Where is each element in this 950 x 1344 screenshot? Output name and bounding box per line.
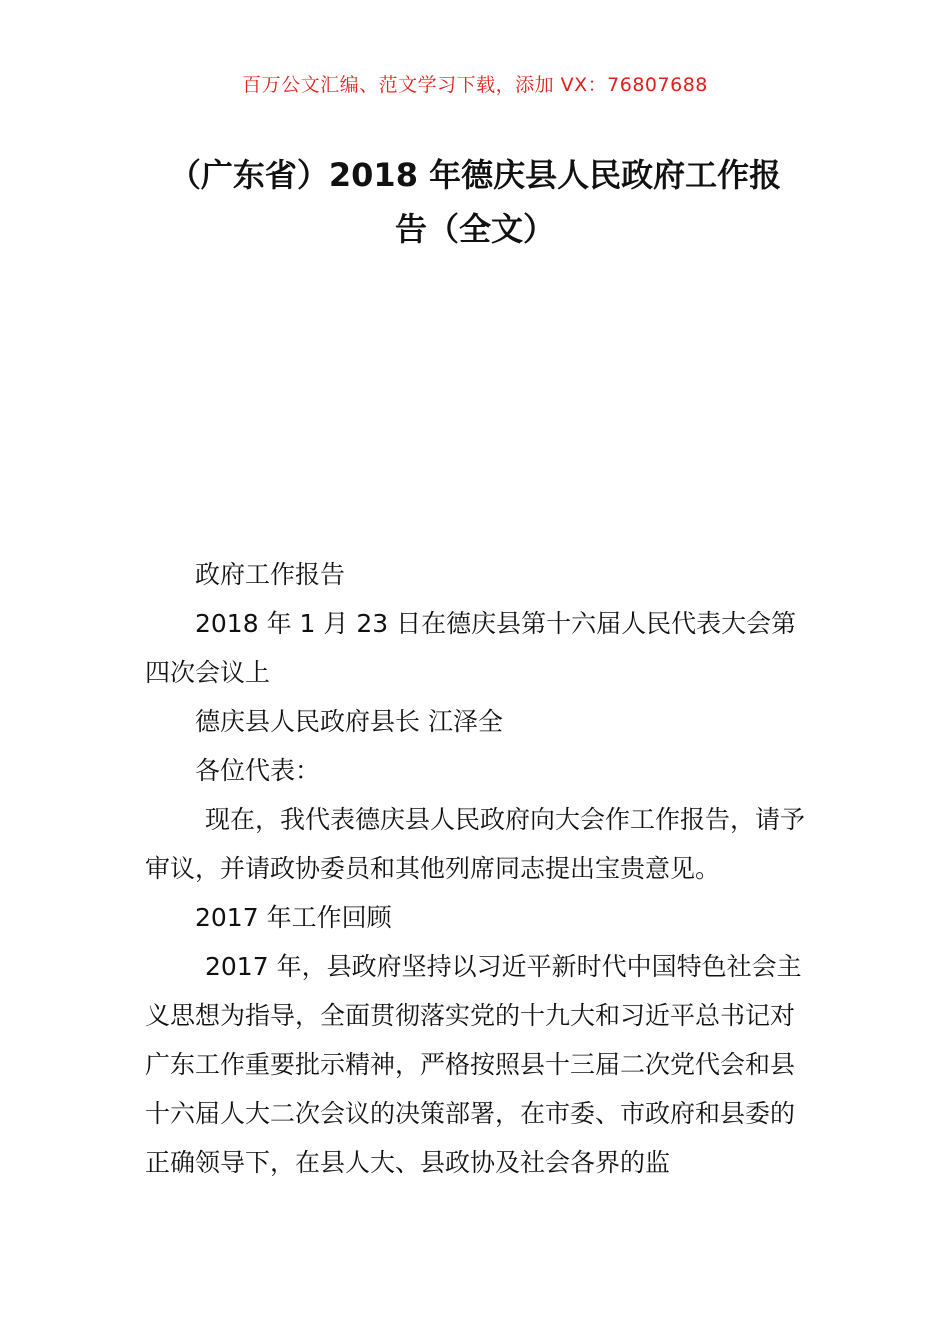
title-line-2: 告（全文） xyxy=(394,210,555,248)
salutation: 各位代表： xyxy=(195,756,321,785)
header-banner: 百万公文汇编、范文学习下载，添加 VX：76807688 xyxy=(242,74,708,96)
speaker-line: 德庆县人民政府县长 江泽全 xyxy=(195,707,503,736)
section-heading: 政府工作报告 xyxy=(195,560,346,589)
body-paragraph: 现在，我代表德庆县人民政府向大会作工作报告，请予审议，并请政协委员和其他列席同志提出宝贵意见。 xyxy=(145,805,806,883)
meeting-info: 2018 年 1 月 23 日在德庆县第十六届人民代表大会第四次会议上 xyxy=(145,609,797,687)
body-paragraph-review: 2017 年，县政府坚持以习近平新时代中国特色社会主义思想为指导，全面贯彻落实党的十九大和习近平总书记对广东工作重要批示精神，严格按照县十三届二次党代会和县十六届人大二次会议的决策部署，在市委、市政府和县委的正确领导下，在县人大、县政协及社会各界的监 xyxy=(145,952,802,1177)
document-title xyxy=(135,148,815,256)
document-body xyxy=(145,550,810,1187)
title-line-1: （广东省）2018 年德庆县人民政府工作报 xyxy=(168,156,782,194)
section-heading-review: 2017 年工作回顾 xyxy=(195,903,392,932)
